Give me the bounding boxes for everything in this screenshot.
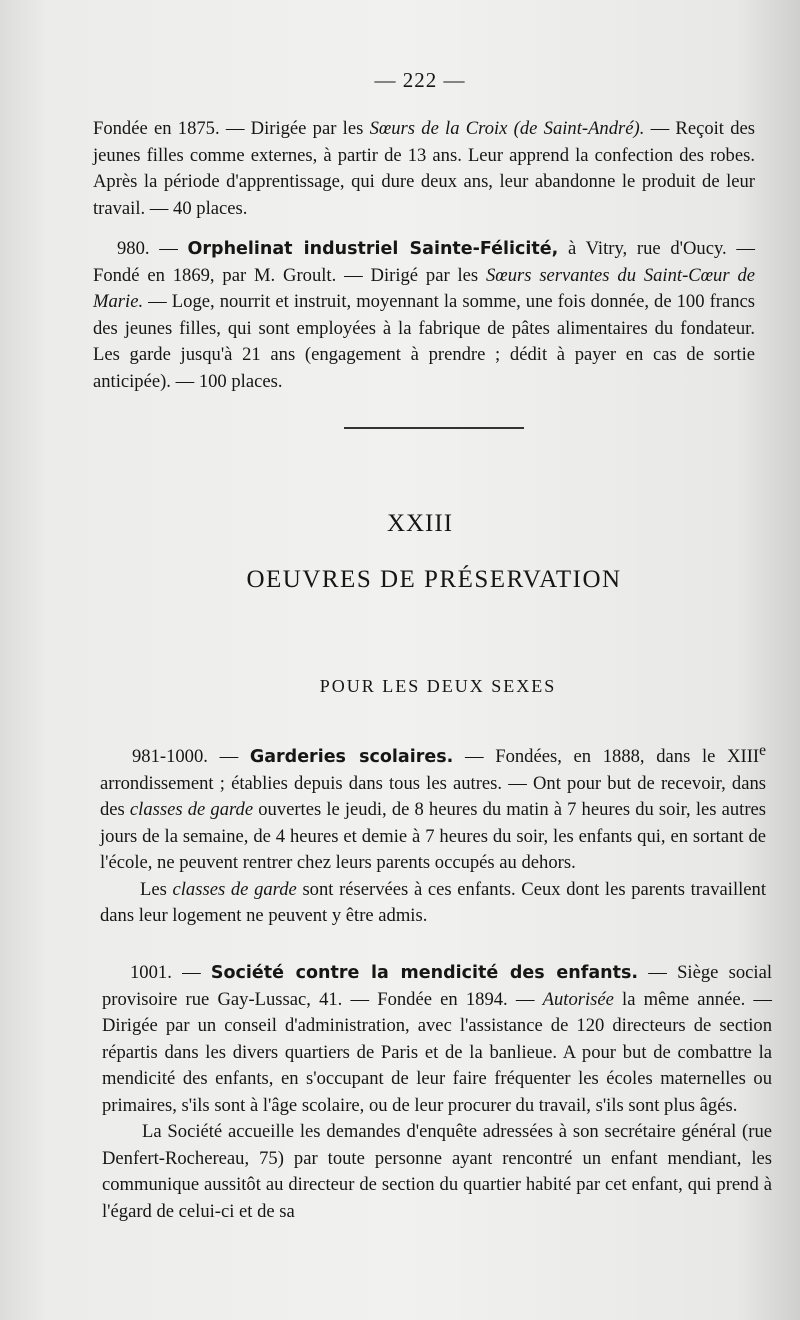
- entry-1001-text-cont: la même année. — Dirigée par un conseil d'administration, avec l'assistance de 120 directeurs de section répartis dans les divers quartiers de Paris et de la banlieue. A pour but de combattre la mendicité des enfants, en s'occupant de leur faire fréquenter les écoles maternelles ou primaires, s'ils sont à l'âge scolaire, ou de leur procurer du travail, s'ils sont plus âgés.: [102, 988, 772, 1116]
- entry-980-text-cont: — Loge, nourrit et instruit, moyennant la somme, une fois donnée, de 100 francs des jeunes filles, qui sont employées à la fabrique de pâtes alimentaires du fondateur. Les garde jusqu'à 21 ans (engagement à prendre ; dédit à payer en cas de sortie anticipée). — 100 places.: [93, 291, 755, 392]
- entry-981-paragraph: [100, 738, 766, 877]
- entry-1001-paragraph-2: La Société accueille les demandes d'enquête adressées à son secrétaire général (rue Denfert-Rochereau, 75) par toute personne ayant rencontré un enfant mendiant, les communique aussitôt au directeur de section du quartier habité par cet enfant, qui prend à l'égard de celui-ci et de sa: [102, 1121, 772, 1222]
- entry-979-text-cont: — Reçoit des jeunes filles comme externes, à partir de 13 ans. Leur apprend la confection des robes. Après la période d'apprentissage, qui dure deux ans, leur abandonne le produit de leur travail. — 40 places.: [93, 118, 755, 219]
- entry-1001-italic: Autorisée: [542, 988, 614, 1010]
- entry-981-name: Garderies scolaires.: [249, 747, 454, 768]
- entry-981-text: — Fondées, en 1888, dans le XIII: [453, 746, 760, 768]
- entry-981-number: 981-1000. —: [132, 746, 250, 768]
- section-title: OEUVRES DE PRÉSERVATION: [246, 566, 622, 593]
- entry-981-italic: classes de garde: [129, 799, 254, 821]
- entry-981-p2-italic: classes de garde: [172, 878, 297, 900]
- entry-980-name: Orphelinat industriel Sainte-Félicité,: [187, 239, 559, 259]
- entry-979-paragraph: [93, 116, 755, 222]
- entry-979-text: Fondée en 1875. — Dirigée par les: [93, 118, 370, 139]
- section-number: XXIII: [386, 510, 454, 537]
- entry-979: [93, 116, 755, 222]
- entry-1001-number: 1001. —: [130, 962, 211, 983]
- page-number: — 222 —: [374, 68, 466, 92]
- entry-979-congregation: Sœurs de la Croix (de Saint-André).: [369, 118, 645, 139]
- entry-981-p2-text-cont: sont réservées à ces enfants. Ceux dont les parents travaillent dans leur logement ne peuvent y être admis.: [100, 878, 766, 927]
- entry-981-text-end: ouvertes le jeudi, de 8 heures du matin à 7 heures du soir, les autres jours de la semaine, de 4 heures et demie à 7 heures du soir, les enfants qui, en sortant de l'école, ne peuvent rentrer chez leurs parents occupés au dehors.: [100, 799, 767, 874]
- entry-1001-text: — Siège social provisoire rue Gay-Lussac, 41. — Fondée en 1894. —: [102, 962, 772, 1010]
- entry-980-paragraph: [93, 236, 755, 395]
- section-divider: [344, 427, 524, 429]
- entry-980-text: à Vitry, rue d'Oucy. — Fondé en 1869, par M. Groult. — Dirigé par les: [93, 238, 755, 286]
- entry-1001: [102, 960, 772, 1225]
- entry-980-number: 980. —: [117, 238, 188, 259]
- entry-981-superscript: e: [759, 742, 766, 759]
- entry-980: [93, 236, 755, 395]
- entry-1001-paragraph: [102, 960, 772, 1119]
- entry-981-p2-text: Les: [140, 878, 173, 900]
- section-subtitle: POUR LES DEUX SEXES: [319, 676, 557, 696]
- entry-1001-name: Société contre la mendicité des enfants.: [210, 963, 639, 983]
- entry-980-congregation: Sœurs servantes du Saint-Cœur de Marie.: [93, 264, 755, 312]
- entry-981-paragraph-2: [100, 877, 766, 930]
- entry-981: [100, 738, 766, 930]
- entry-981-text-cont: arrondissement ; établies depuis dans tous les autres. — Ont pour but de recevoir, dans des: [100, 772, 766, 821]
